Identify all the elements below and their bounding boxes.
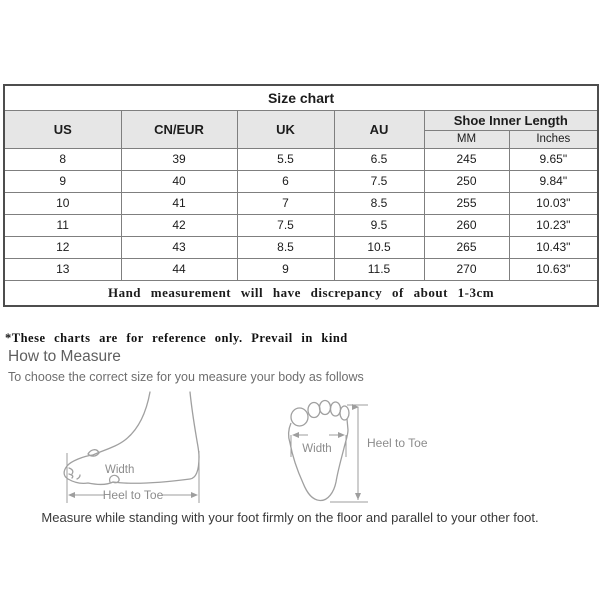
size-cell: 9.65"	[509, 148, 598, 170]
size-cell: 40	[121, 170, 237, 192]
col-header-uk: UK	[237, 110, 334, 148]
how-to-measure-heading: How to Measure	[8, 348, 121, 365]
table-row	[4, 258, 598, 280]
size-cell: 9.84"	[509, 170, 598, 192]
col-header-inner-length: Shoe Inner Length	[424, 110, 598, 130]
size-cell: 7.5	[237, 214, 334, 236]
size-cell: 10	[4, 192, 121, 214]
size-cell: 8	[4, 148, 121, 170]
table-footnote-row	[4, 280, 598, 306]
side-width-label: Width	[105, 464, 135, 476]
table-row	[4, 214, 598, 236]
size-cell: 11.5	[334, 258, 424, 280]
size-cell: 43	[121, 236, 237, 258]
size-chart-table	[3, 84, 599, 307]
foot-side-view-diagram	[55, 387, 215, 509]
size-cell: 11	[4, 214, 121, 236]
size-cell: 255	[424, 192, 509, 214]
table-row	[4, 236, 598, 258]
size-cell: 8.5	[334, 192, 424, 214]
size-cell: 7	[237, 192, 334, 214]
how-to-measure-instruction: To choose the correct size for you measure your body as follows	[8, 370, 364, 384]
table-row	[4, 148, 598, 170]
size-cell: 7.5	[334, 170, 424, 192]
size-cell: 5.5	[237, 148, 334, 170]
table-row	[4, 170, 598, 192]
size-cell: 265	[424, 236, 509, 258]
size-cell: 13	[4, 258, 121, 280]
measure-caption: Measure while standing with your foot firmly on the floor and parallel to your other foot.	[41, 510, 539, 525]
size-cell: 41	[121, 192, 237, 214]
table-footnote: Hand measurement will have discrepancy of about 1-3cm	[4, 280, 598, 306]
col-header-mm: MM	[424, 130, 509, 148]
col-header-cneur: CN/EUR	[121, 110, 237, 148]
col-header-inches: Inches	[509, 130, 598, 148]
size-cell: 10.03"	[509, 192, 598, 214]
size-cell: 6.5	[334, 148, 424, 170]
size-cell: 250	[424, 170, 509, 192]
size-cell: 44	[121, 258, 237, 280]
top-heel-to-toe-dimension	[330, 405, 368, 502]
col-header-au: AU	[334, 110, 424, 148]
size-cell: 9	[4, 170, 121, 192]
size-cell: 10.43"	[509, 236, 598, 258]
size-cell: 10.5	[334, 236, 424, 258]
table-row	[4, 192, 598, 214]
side-heel-to-toe-label: Heel to Toe	[102, 488, 164, 502]
size-cell: 6	[237, 170, 334, 192]
size-cell: 39	[121, 148, 237, 170]
size-cell: 260	[424, 214, 509, 236]
top-width-label: Width	[302, 443, 332, 455]
top-heel-to-toe-label: Heel to Toe	[367, 436, 428, 450]
table-title-row	[4, 85, 598, 110]
foot-top-view-diagram	[283, 386, 458, 514]
size-cell: 8.5	[237, 236, 334, 258]
table-header-row	[4, 110, 598, 130]
reference-disclaimer: *These charts are for reference only. Prevail in kind	[5, 331, 348, 345]
size-cell: 10.23"	[509, 214, 598, 236]
size-cell: 10.63"	[509, 258, 598, 280]
size-chart-section	[3, 84, 599, 307]
col-header-us: US	[4, 110, 121, 148]
size-cell: 9.5	[334, 214, 424, 236]
size-cell: 12	[4, 236, 121, 258]
size-cell: 42	[121, 214, 237, 236]
size-cell: 9	[237, 258, 334, 280]
size-cell: 270	[424, 258, 509, 280]
size-cell: 245	[424, 148, 509, 170]
table-title: Size chart	[4, 85, 598, 110]
